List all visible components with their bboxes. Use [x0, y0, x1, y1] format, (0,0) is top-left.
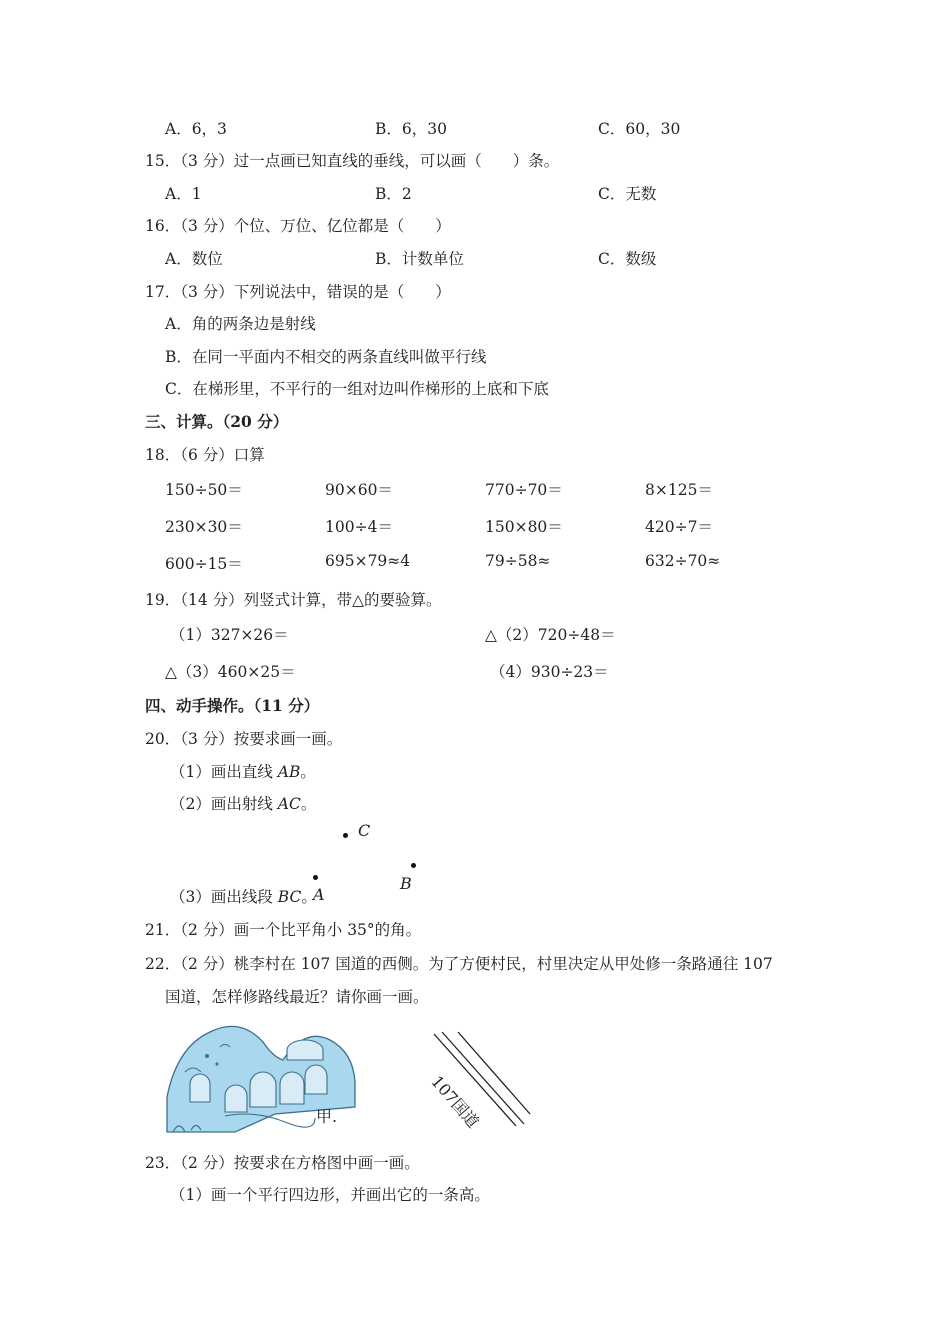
- q23-item-1: （1）画一个平行四边形，并画出它的一条高。: [170, 1186, 490, 1204]
- q14-option-a: A．6，3: [165, 120, 227, 138]
- q15-stem: 15．（3 分）过一点画已知直线的垂线，可以画（ ）条。: [145, 152, 560, 170]
- road-107-label: 107国道: [427, 1071, 483, 1132]
- q19-stem: 19．（14 分）列竖式计算，带△的要验算。: [145, 591, 442, 609]
- q19-item-1: （1）327×26＝: [170, 626, 289, 644]
- q18-cell: 79÷58≈: [485, 552, 551, 570]
- point-b-label: B: [400, 874, 412, 893]
- q14-option-c: C．60，30: [598, 120, 681, 138]
- q18-cell: 632÷70≈: [645, 552, 721, 570]
- q18-cell: 150÷50＝: [165, 481, 243, 499]
- q20-stem: 20．（3 分）按要求画一画。: [145, 730, 343, 748]
- village-label: 甲.: [316, 1107, 338, 1126]
- q16-option-c: C．数级: [598, 250, 657, 268]
- q16-stem: 16．（3 分）个位、万位、亿位都是（ ）: [145, 217, 451, 235]
- q20-item-2: （2）画出射线 AC。: [170, 795, 317, 813]
- q22-line-1: 22．（2 分）桃李村在 107 国道的西侧。为了方便村民，村里决定从甲处修一条路通往 107: [145, 955, 773, 973]
- q18-cell: 695×79≈4: [325, 552, 411, 570]
- q19-item-2: △（2）720÷48＝: [485, 626, 616, 644]
- q14-option-b: B．6，30: [375, 120, 447, 138]
- q18-cell: 600÷15＝: [165, 555, 243, 573]
- q17-option-b: B．在同一平面内不相交的两条直线叫做平行线: [165, 348, 487, 366]
- q20-item-1: （1）画出直线 AB。: [170, 763, 316, 781]
- q17-option-a: A．角的两条边是射线: [165, 315, 316, 333]
- q18-cell: 230×30＝: [165, 518, 243, 536]
- q16-option-a: A．数位: [165, 250, 223, 268]
- q17-option-c: C．在梯形里，不平行的一组对边叫作梯形的上底和下底: [165, 380, 549, 398]
- q18-stem: 18．（6 分）口算: [145, 446, 265, 464]
- q23-stem: 23．（2 分）按要求在方格图中画一画。: [145, 1154, 420, 1172]
- q21-stem: 21．（2 分）画一个比平角小 35°的角。: [145, 921, 422, 939]
- q18-cell: 770÷70＝: [485, 481, 563, 499]
- point-c-dot: [343, 833, 348, 838]
- q18-cell: 90×60＝: [325, 481, 393, 499]
- point-a-dot: [313, 875, 318, 880]
- section-4-heading: 四、动手操作。（11 分）: [145, 696, 320, 715]
- point-b-dot: [411, 863, 416, 868]
- q20-item-3: （3）画出线段 BC。: [170, 888, 317, 906]
- q19-item-3: △（3）460×25＝: [165, 663, 296, 681]
- q16-option-b: B．计数单位: [375, 250, 464, 268]
- q15-option-c: C．无数: [598, 185, 657, 203]
- q18-cell: 420÷7＝: [645, 518, 713, 536]
- q22-line-2: 国道，怎样修路线最近？请你画一画。: [165, 988, 429, 1006]
- q15-option-b: B．2: [375, 185, 412, 203]
- section-3-heading: 三、计算。（20 分）: [145, 412, 289, 431]
- q18-cell: 150×80＝: [485, 518, 563, 536]
- q18-cell: 100÷4＝: [325, 518, 393, 536]
- q19-item-4: （4）930÷23＝: [490, 663, 609, 681]
- q15-option-a: A．1: [165, 185, 202, 203]
- q17-stem: 17．（3 分）下列说法中，错误的是（ ）: [145, 283, 451, 301]
- point-c-label: C: [358, 821, 371, 840]
- point-a-label: A: [313, 885, 325, 904]
- q18-cell: 8×125＝: [645, 481, 713, 499]
